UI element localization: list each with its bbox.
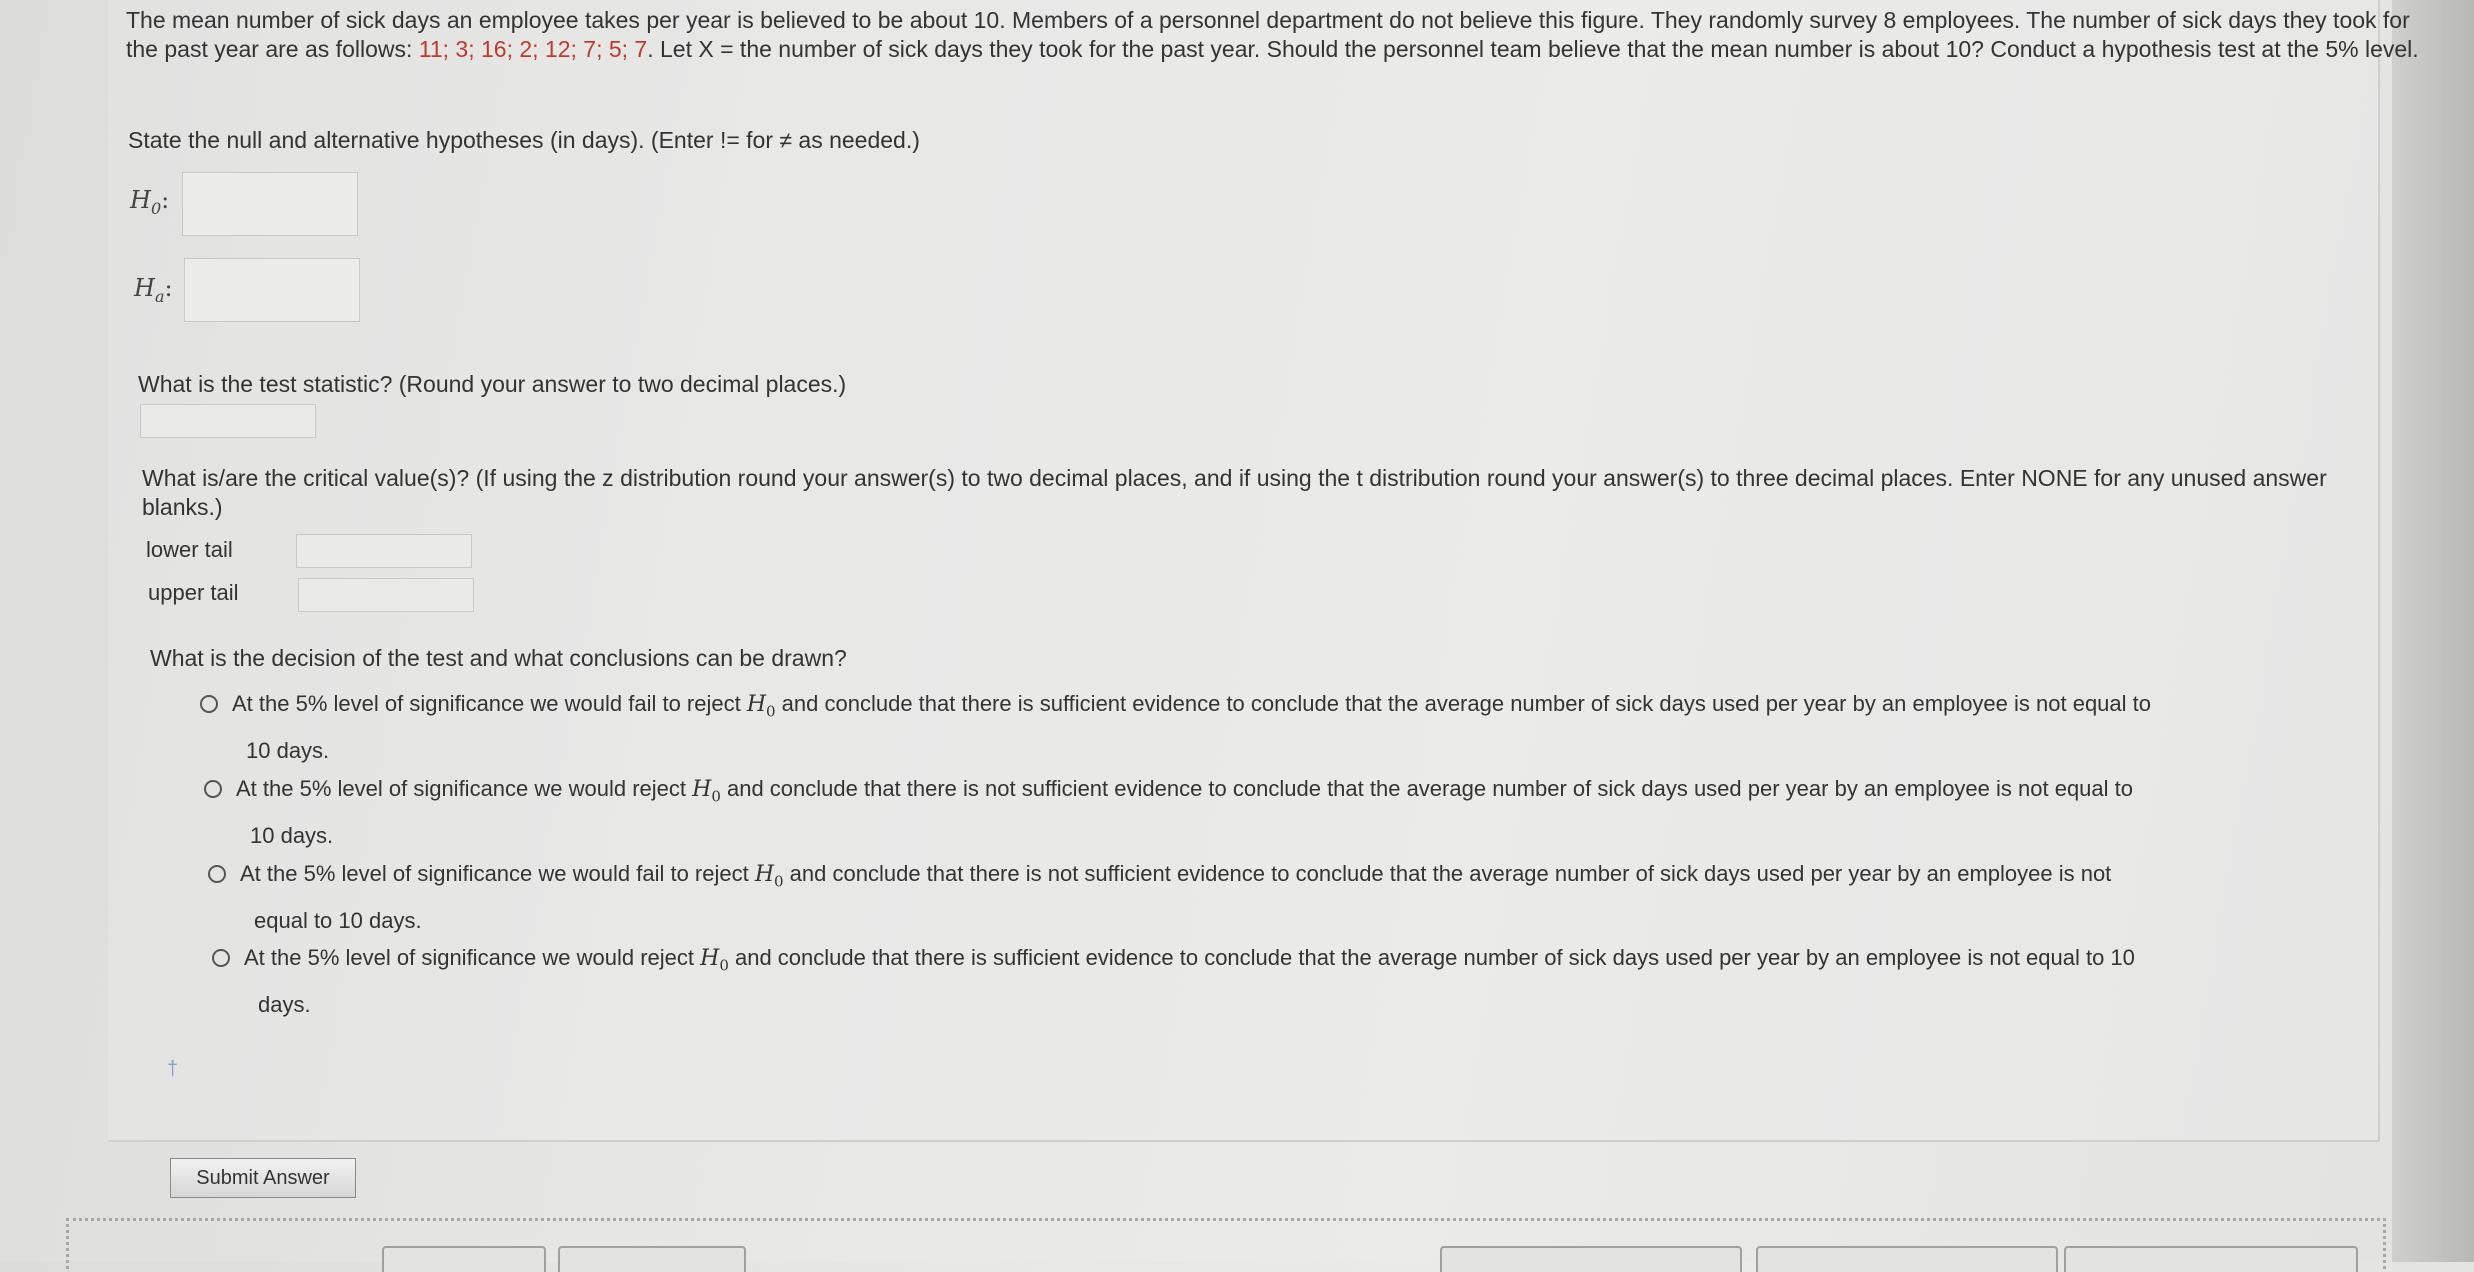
option-2[interactable]: At the 5% level of significance we would reject $H_0$ and conclude that there is not sufficient evidence to conclude that the average number of sick days used per year by an employee is not equal to 10 days.: [236, 776, 2133, 849]
problem-text-cont: . Let X = the number of sick days they took for the past year. Should the personnel team believe that the mean number is about 10? Conduct a hypothesis test at the 5% level.: [647, 36, 2419, 62]
bottom-button-5[interactable]: [2064, 1246, 2358, 1272]
ha-label: $H_a$:: [134, 274, 173, 306]
bottom-button-3[interactable]: [1440, 1246, 1742, 1272]
option-3-radio[interactable]: [208, 865, 226, 883]
upper-tail-input[interactable]: [298, 578, 474, 612]
option-2-radio[interactable]: [204, 780, 222, 798]
problem-statement: [126, 6, 2426, 64]
h0-symbol: $H_0$: [746, 692, 776, 721]
h0-symbol: $H_0$: [692, 777, 721, 806]
option-3[interactable]: At the 5% level of significance we would fail to reject $H_0$ and conclude that there is not sufficient evidence to conclude that the average number of sick days used per year by an employee is not equal to 10 days.: [240, 861, 2112, 934]
option-4[interactable]: At the 5% level of significance we would reject $H_0$ and conclude that there is sufficient evidence to conclude that the average number of sick days used per year by an employee is not equal to 10 days.: [244, 945, 2135, 1018]
lower-tail-input[interactable]: [296, 534, 472, 568]
ha-input[interactable]: [184, 258, 360, 322]
upper-tail-label: upper tail: [148, 580, 239, 605]
data-values: 11; 3; 16; 2; 12; 7; 5; 7: [418, 36, 648, 62]
screen-edge: [2392, 0, 2474, 1262]
h0-label: $H_0$:: [130, 186, 170, 218]
bottom-button-1[interactable]: [382, 1246, 546, 1272]
decision-prompt: What is the decision of the test and what conclusions can be drawn?: [150, 645, 847, 671]
problem-text: The mean number of sick days an employee takes per year is believed to be about 10. Members of a personnel department do not believe this figure. They randomly survey 8 employees. The number of sick days they took for the past year are as follows:: [126, 7, 2410, 62]
h0-symbol: $H_0$: [754, 862, 784, 891]
test-statistic-input[interactable]: [140, 404, 316, 438]
option-1-radio[interactable]: [200, 695, 218, 713]
bottom-button-2[interactable]: [558, 1246, 746, 1272]
submit-answer-button[interactable]: Submit Answer: [170, 1158, 356, 1198]
critical-value-prompt: What is/are the critical value(s)? (If using the z distribution round your answer(s) to two decimal places, and if using the t distribution round your answer(s) to three decimal places. Enter NONE for any unused answer blanks.): [142, 465, 2327, 520]
h0-input[interactable]: [182, 172, 358, 236]
hypotheses-prompt: State the null and alternative hypotheses (in days). (Enter != for ≠ as needed.): [128, 127, 920, 153]
bottom-button-4[interactable]: [1756, 1246, 2058, 1272]
option-4-radio[interactable]: [212, 949, 230, 967]
lower-tail-label: lower tail: [146, 537, 233, 562]
dagger-marker: †: [167, 1058, 179, 1080]
h0-symbol: $H_0$: [700, 946, 729, 975]
test-statistic-prompt: What is the test statistic? (Round your answer to two decimal places.): [138, 371, 847, 397]
option-1[interactable]: At the 5% level of significance we would fail to reject $H_0$ and conclude that there is sufficient evidence to conclude that the average number of sick days used per year by an employee is not equal to 10 days.: [232, 691, 2152, 764]
